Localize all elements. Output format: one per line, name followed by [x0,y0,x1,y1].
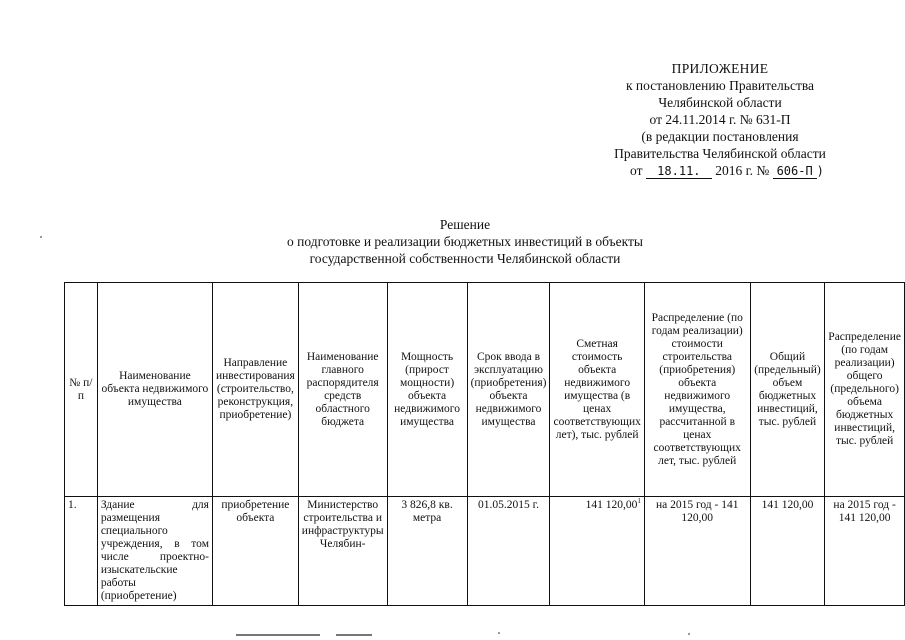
appendix-line: от 24.11.2014 г. № 631-П [649,112,791,127]
appendix-line: к постановлению Правительства [625,78,815,93]
investment-table [64,282,905,606]
cell-total-distribution: на 2015 год - 141 120,00 [825,497,905,606]
cell-distribution: на 2015 год - 141 120,00 [644,497,750,606]
cell-total: 141 120,00 [750,497,825,606]
scan-artifact [688,633,690,635]
date-prefix: от [630,163,643,178]
decision-subtitle-line: о подготовке и реализации бюджетных инвестиций в объекты [287,234,643,249]
header-manager: Наименование главного распорядителя средств областного бюджета [298,283,387,497]
header-cost: Сметная стоимость объекта недвижимого имущества (в ценах соответствующих лет), тыс. рублей [550,283,644,497]
scan-artifact [498,632,500,634]
table-row [65,497,905,606]
header-distribution: Распределение (по годам реализации) стоимости строительства (приобретения) объекта недвижимого имущества, рассчитанной в ценах соответствующих лет, тыс. рублей [644,283,750,497]
date-day-field: 18.11. [646,164,712,179]
scan-artifact [40,236,42,238]
header-total: Общий (предельный) объем бюджетных инвестиций, тыс. рублей [750,283,825,497]
decision-subtitle-line: государственной собственности Челябинской области [309,251,621,266]
header-deadline: Срок ввода в эксплуатацию (приобретения) объекта недвижимого имущества [467,283,550,497]
cell-capacity: 3 826,8 кв. метра [387,497,467,606]
header-capacity: Мощность (прирост мощности) объекта недвижимого имущества [387,283,467,497]
appendix-line: Челябинской области [658,95,782,110]
appendix-line: (в редакции постановления [641,129,799,144]
amendment-date-line [590,162,850,180]
document-number-field: 606-П [773,164,817,179]
cost-footnote-mark: 1 [637,497,641,506]
cell-cost [550,497,644,606]
cell-manager: Министерство строительства и инфраструктуры Челябин- [298,497,387,606]
date-year: 2016 г. № [715,163,770,178]
cell-deadline: 01.05.2015 г. [467,497,550,606]
cell-object-name: Здание для размещения специального учреждения, в том числе проектно-изыскательские работы (приобретение) [97,497,212,606]
decision-title-block [230,216,700,267]
appendix-block [590,60,850,180]
decision-title: Решение [439,217,491,232]
scan-artifact [336,634,372,636]
table-header-row [65,283,905,497]
date-suffix: ) [816,164,824,178]
appendix-heading: ПРИЛОЖЕНИЕ [671,61,769,76]
header-direction: Направление инвестирования (строительство, реконструкция, приобретение) [212,283,298,497]
header-total-distribution: Распределение (по годам реализации) общего (предельного) объема бюджетных инвестиций, тыс. рублей [825,283,905,497]
header-object-name: Наименование объекта недвижимого имущества [97,283,212,497]
cost-value: 141 120,00 [585,499,638,511]
appendix-line: Правительства Челябинской области [614,146,826,161]
cell-direction: приобретение объекта [212,497,298,606]
header-number: № п/п [65,283,98,497]
scan-artifact [236,634,320,636]
cell-number: 1. [65,497,98,606]
